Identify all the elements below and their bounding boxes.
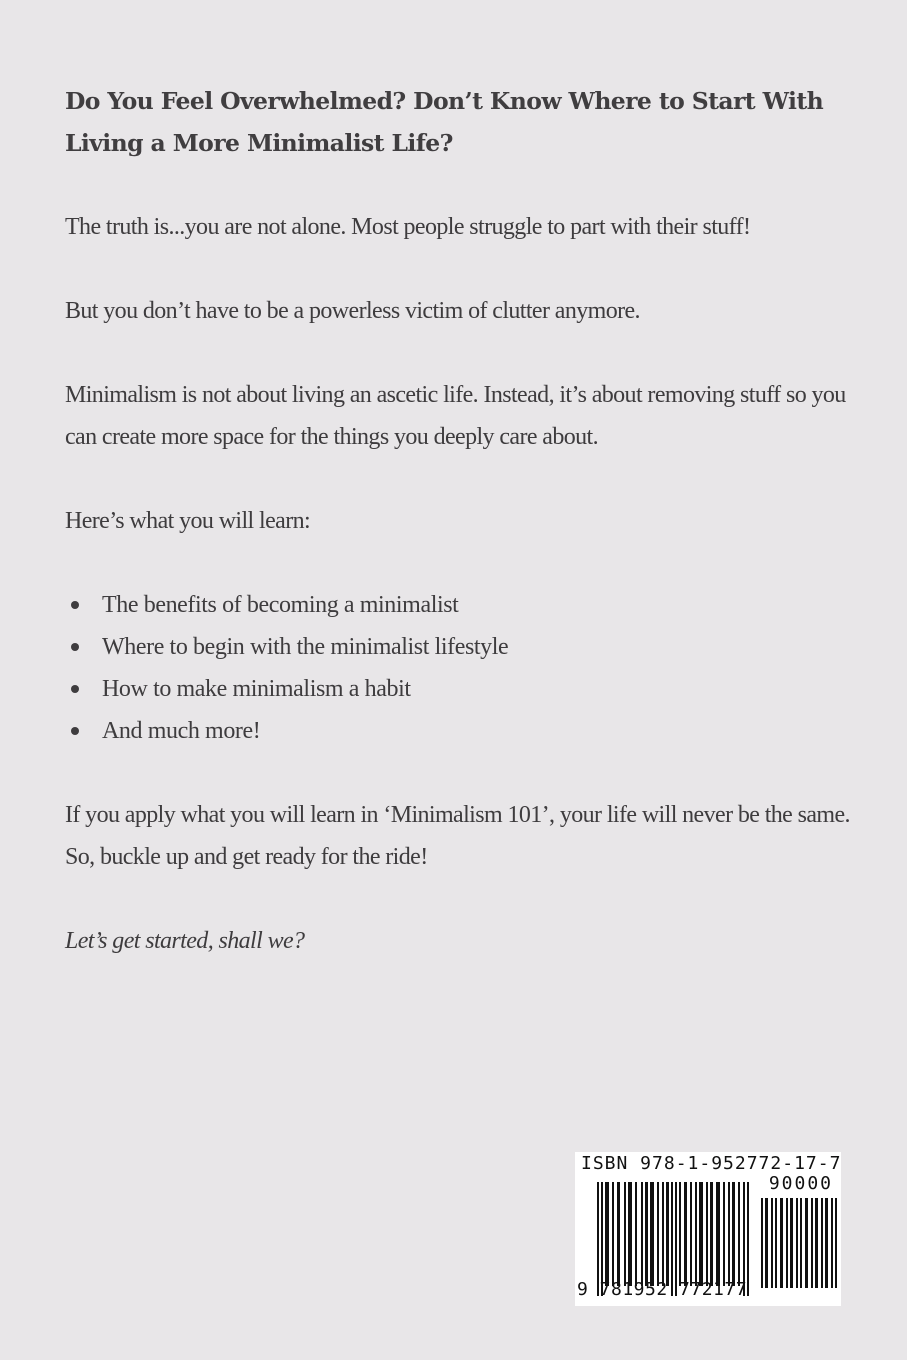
list-item xyxy=(65,626,855,668)
paragraph-closing: If you apply what you will learn in ‘Minimalism 101’, your life will never be the same. So, buckle up and get ready for the ride! xyxy=(65,802,850,870)
isbn-label: ISBN 978-1-952772-17-7 xyxy=(581,1153,842,1174)
list-item xyxy=(65,710,855,752)
paragraph-intro: The truth is...you are not alone. Most people struggle to part with their stuff! xyxy=(65,214,751,240)
bullet-icon xyxy=(71,601,79,609)
list-item xyxy=(65,584,855,626)
back-cover-text xyxy=(65,80,855,962)
bullet-icon xyxy=(71,643,79,651)
bullet-icon xyxy=(71,685,79,693)
price-code: 90000 xyxy=(768,1173,833,1194)
list-item-text: Where to begin with the minimalist lifestyle xyxy=(102,634,509,660)
addon-barcode-icon xyxy=(761,1198,837,1288)
paragraph-minimalism: Minimalism is not about living an ascetic life. Instead, it’s about removing stuff so you can create more space for the things you deeply care about. xyxy=(65,382,846,450)
headline: Do You Feel Overwhelmed? Don’t Know Where to Start With Living a More Minimalist Life? xyxy=(65,87,824,157)
paragraph-learn-intro: Here’s what you will learn: xyxy=(65,508,311,534)
ean-digits: 9 781952 772177 xyxy=(577,1279,748,1300)
paragraph-clutter: But you don’t have to be a powerless victim of clutter anymore. xyxy=(65,298,640,324)
learning-list xyxy=(65,584,855,752)
sign-off: Let’s get started, shall we? xyxy=(65,928,305,954)
bullet-icon xyxy=(71,727,79,735)
list-item-text: The benefits of becoming a minimalist xyxy=(102,592,459,618)
list-item-text: And much more! xyxy=(102,718,261,744)
list-item-text: How to make minimalism a habit xyxy=(102,676,411,702)
isbn-barcode xyxy=(575,1152,841,1306)
list-item xyxy=(65,668,855,710)
